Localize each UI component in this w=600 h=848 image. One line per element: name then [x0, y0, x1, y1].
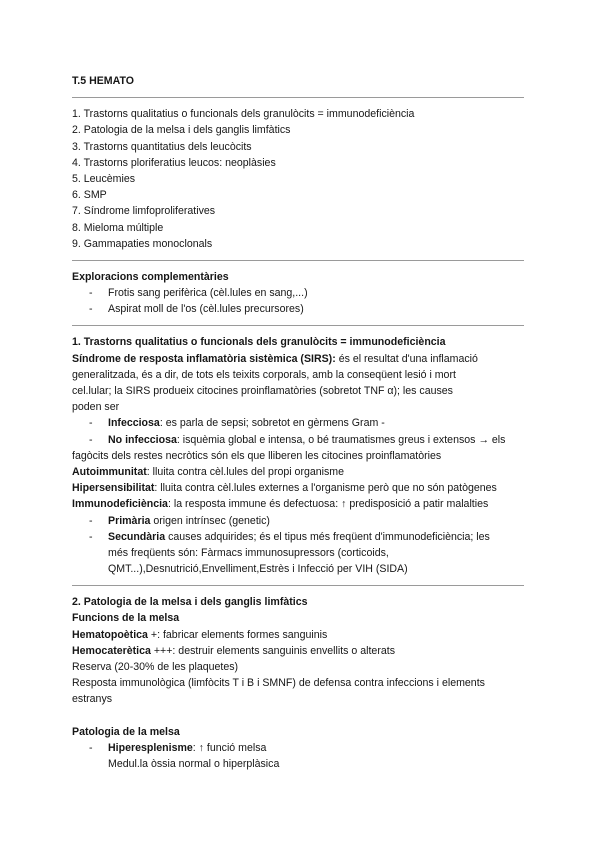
- section-heading: 2. Patologia de la melsa i dels ganglis limfàtics: [72, 596, 308, 609]
- subsection-heading: Funcions de la melsa: [72, 612, 180, 625]
- paragraph-line: fagòcits dels restes necròtics són els que lliberen les citocines proinflamatòries: [72, 449, 442, 462]
- text: : la resposta immune és defectuosa: ↑ predisposició a patir malalties: [167, 498, 489, 511]
- text: +++: destruir elements sanguinis envellits o alterats: [150, 644, 395, 657]
- text: : lluita contra cèl.lules del propi organisme: [146, 465, 345, 478]
- list-item: [72, 740, 524, 756]
- paragraph-line: cel.lular; la SIRS produeix citocines proinflamatòries (sobretot TNF α); les causes: [72, 385, 453, 397]
- list-item: [72, 513, 524, 529]
- paragraph-line: [72, 480, 524, 496]
- paragraph-line: poden ser: [72, 401, 120, 414]
- text: : es parla de sepsi; sobretot en gèrmens Gram -: [159, 417, 385, 430]
- paragraph-line: Resposta immunològica (limfòcits T i B i SMNF) de defensa contra infeccions i elements: [72, 677, 485, 690]
- section-heading: 1. Trastorns qualitatius o funcionals dels granulòcits = immunodeficiència: [72, 336, 446, 349]
- paragraph-line: [72, 464, 524, 480]
- section-heading: Exploracions complementàries: [72, 270, 229, 283]
- term: Hipersensibilitat: [72, 482, 155, 495]
- toc-item: 3. Trastorns quantitatius dels leucòcits: [72, 140, 252, 153]
- table-of-contents: [72, 106, 524, 252]
- toc-item: 9. Gammapaties monoclonals: [72, 237, 213, 250]
- paragraph-line: Medul.la òssia normal o hiperplàsica: [108, 757, 280, 770]
- document-page: [72, 73, 524, 772]
- term: Síndrome de resposta inflamatòria sistèmica (SIRS):: [72, 352, 336, 365]
- term: Infecciosa: [108, 417, 160, 430]
- toc-item: 1. Trastorns qualitatius o funcionals dels granulòcits = immunodeficiència: [72, 108, 415, 121]
- term: Hematopoètica: [72, 628, 148, 641]
- subsection-heading: Patologia de la melsa: [72, 725, 180, 738]
- toc-item: 7. Síndrome limfoproliferatives: [72, 205, 216, 218]
- paragraph-line: [72, 351, 524, 367]
- list-item: [72, 529, 524, 545]
- section-2: [72, 594, 524, 772]
- term: Hiperesplenisme: [108, 741, 193, 754]
- paragraph-line: Reserva (20-30% de les plaquetes): [72, 661, 239, 673]
- text: és el resultat d'una inflamació: [335, 352, 478, 365]
- list-item: [72, 432, 524, 448]
- toc-item: 2. Patologia de la melsa i dels ganglis limfàtics: [72, 124, 291, 137]
- term: Hemocaterètica: [72, 644, 151, 657]
- toc-item: 5. Leucèmies: [72, 172, 136, 185]
- term: Secundària: [108, 530, 166, 543]
- text: +: fabricar elements formes sanguinis: [147, 628, 328, 641]
- text: : isquèmia global e intensa, o bé traumatismes greus i extensos → els: [176, 433, 506, 446]
- paragraph-line: QMT...),Desnutrició,Envelliment,Estrès i Infecció per VIH (SIDA): [108, 563, 408, 576]
- term: Primària: [108, 514, 151, 527]
- toc-item: 4. Trastorns ploriferatius leucos: neoplàsies: [72, 156, 276, 169]
- term: No infecciosa: [108, 433, 177, 446]
- list-item: [72, 415, 524, 431]
- toc-item: 6. SMP: [72, 189, 107, 202]
- text: : ↑ funció melsa: [192, 741, 267, 754]
- paragraph-line: més freqüents són: Fàrmacs immunosupressors (corticoids,: [108, 546, 389, 559]
- term: Immunodeficiència: [72, 498, 168, 511]
- list-item: - Aspirat moll de l'os (cèl.lules precursores): [72, 301, 524, 317]
- explorations-section: [72, 269, 524, 318]
- paragraph-line: generalitzada, és a dir, de tots els teixits corporals, amb la conseqüent lesió i mort: [72, 368, 456, 381]
- paragraph-line: [72, 627, 524, 643]
- paragraph-line: estranys: [72, 693, 113, 706]
- paragraph-line: [72, 496, 524, 512]
- list-item: - Frotis sang perifèrica (cèl.lules en sang,...): [72, 285, 524, 301]
- paragraph-line: [72, 643, 524, 659]
- section-1: [72, 334, 524, 577]
- term: Autoimmunitat: [72, 465, 147, 478]
- toc-item: 8. Mieloma múltiple: [72, 221, 164, 234]
- text: origen intrínsec (genetic): [150, 514, 270, 527]
- text: : lluita contra cèl.lules externes a l'organisme però que no són patògenes: [154, 482, 497, 495]
- document-title: T.5 HEMATO: [72, 75, 134, 87]
- text: causes adquirides; és el tipus més freqüent d'immunodeficiència; les: [165, 530, 490, 543]
